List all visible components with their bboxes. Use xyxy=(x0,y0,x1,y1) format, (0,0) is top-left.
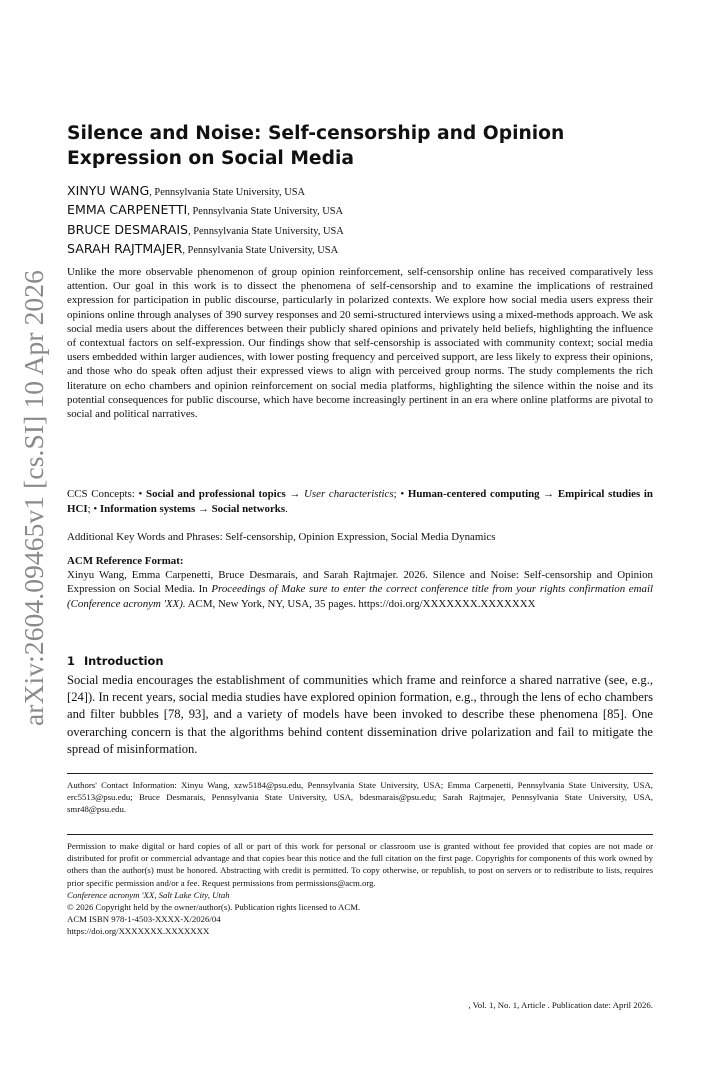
conference-venue: Conference acronym 'XX, Salt Lake City, Utah xyxy=(67,889,230,900)
author-entry xyxy=(67,181,344,200)
ccs-end: . xyxy=(285,502,288,515)
ccs-bullet: • xyxy=(138,488,143,500)
author-affiliation: , Pennsylvania State University, USA xyxy=(182,244,339,256)
section-heading xyxy=(67,654,163,668)
abstract: Unlike the more observable phenomenon of group opinion reinforcement, self-censorship online has received comparatively less attention. Our goal in this work is to dissect the phenomena of self-censorship and to examine the implications of restrained expression for participation in public discourse, particularly in polarized contexts. We explore how social media users express their opinions online through analyses of 390 survey responses and 20 semi-structured interviews using a mixed-methods approach. We ask social media users about the differences between their publicly shared opinions and privately held beliefs, highlighting the influence of contextual factors on self-expression. Our findings show that self-censorship is associated with community context; social media users embedded within larger audiences, with lower posting frequency and perceived support, are less likely to express their opinions, and those who do speak often adjust their expressed views to align with perceived group norms. The study complements the rich literature on echo chambers and opinion reinforcement on social media platforms, highlighting the silence within the noise and its potential consequences for public discourse, which have become increasingly pertinent in an era where online platforms are pivotal to social and political narratives. xyxy=(67,266,653,421)
author-affiliation: , Pennsylvania State University, USA xyxy=(187,206,344,218)
acm-reference-heading: ACM Reference Format: xyxy=(67,555,184,567)
paper-title: Silence and Noise: Self-censorship and Opinion Expression on Social Media xyxy=(67,123,565,169)
introduction-paragraph: Social media encourages the establishment of communities which frame and reinforce a shared narrative (see, e.g., [24]). In recent years, social media studies have explored opinion formation, e.g., through the lens of echo chambers and filter bubbles [78, 93], and a variety of models have been invoked to describe these phenomena [85]. One overarching concern is that the algorithms behind content dissemination drive polarization and fail to mitigate the spread of misinformation. xyxy=(67,673,653,756)
ccs-concept-main: Social and professional topics xyxy=(146,488,286,500)
section-number: 1 xyxy=(67,654,75,668)
acm-reference-text xyxy=(67,568,653,611)
ccs-bullet: • xyxy=(93,502,98,515)
contact-information: Authors' Contact Information: Xinyu Wang, xzw5184@psu.edu, Pennsylvania State University, USA; Emma Carpenetti, Pennsylvania State University, USA, erc5513@psu.edu; Bruce Desmarais, Pennsylvania State University, USA, bdesmarais@psu.edu; Sarah Rajtmajer, Pennsylvania State University, USA, smr48@psu.edu. xyxy=(67,780,653,815)
keywords: Additional Key Words and Phrases: Self-censorship, Opinion Expression, Social Media Dynamics xyxy=(67,531,496,543)
ccs-concepts xyxy=(67,487,653,516)
ccs-separator: ; xyxy=(87,502,91,515)
author-name: EMMA CARPENETTI xyxy=(67,202,188,218)
ccs-arrow: → xyxy=(289,488,301,500)
page-footer: , Vol. 1, No. 1, Article . Publication date: April 2026. xyxy=(468,1000,653,1010)
ccs-separator: ; xyxy=(393,488,397,500)
author-name: XINYU WANG xyxy=(67,183,150,198)
ccs-concept-main: Information systems xyxy=(99,502,196,515)
author-entry xyxy=(67,200,344,219)
acm-reference xyxy=(67,554,653,611)
permission-divider xyxy=(67,834,653,835)
reference-authors: Xinyu Wang, Emma Carpenetti, Bruce Desmarais, and Sarah Rajtmajer. 2026. Silence and Noise: Self-censorship and Opinion Expression on Social Media. In xyxy=(67,569,653,596)
ccs-arrow: → xyxy=(543,488,555,500)
doi-link: https://doi.org/XXXXXXX.XXXXXXX xyxy=(67,926,210,937)
arxiv-identifier: arXiv:2604.09465v1 [cs.SI] 10 Apr 2026 xyxy=(18,270,49,726)
reference-doi: ACM, New York, NY, USA, 35 pages. https://doi.org/XXXXXXX.XXXXXXX xyxy=(185,597,536,610)
ccs-concept-sub: User characteristics xyxy=(304,488,394,500)
author-list xyxy=(67,181,344,258)
author-entry xyxy=(67,239,344,258)
ccs-arrow: → xyxy=(197,502,209,515)
ccs-concept-main: Human-centered computing xyxy=(407,488,540,500)
author-entry xyxy=(67,220,344,239)
copyright-notice: © 2026 Copyright held by the owner/author(s). Publication rights licensed to ACM. xyxy=(67,902,361,913)
reference-proceedings: Proceedings of Make sure to enter the correct conference title from your rights confirmation email (Conference acronym 'XX). xyxy=(67,583,653,610)
ccs-concept-sub: Social networks xyxy=(211,502,286,515)
isbn: ACM ISBN 978-1-4503-XXXX-X/2026/04 xyxy=(67,914,221,925)
author-name: SARAH RAJTMAJER xyxy=(67,240,183,256)
section-title: Introduction xyxy=(83,654,164,668)
author-affiliation: , Pennsylvania State University, USA xyxy=(188,225,344,237)
ccs-lead: CCS Concepts: xyxy=(67,488,139,500)
permission-notice: Permission to make digital or hard copies of all or part of this work for personal or classroom use is granted without fee provided that copies are not made or distributed for profit or commercial advantage and that copies bear this notice and the full citation on the first page. Copyrights for components of this work owned by others than the author(s) must be honored. Abstracting with credit is permitted. To copy otherwise, or republish, to post on servers or to redistribute to lists, requires prior specific permission and/or a fee. Request permissions from permissions@acm.org. xyxy=(67,841,653,888)
ccs-concept-sub: Empirical studies in HCI xyxy=(67,488,653,515)
author-name: BRUCE DESMARAIS xyxy=(67,221,189,237)
permission-block xyxy=(67,840,653,938)
author-affiliation: , Pennsylvania State University, USA xyxy=(149,187,305,198)
footnote-divider xyxy=(67,773,653,774)
ccs-bullet: • xyxy=(400,488,405,500)
